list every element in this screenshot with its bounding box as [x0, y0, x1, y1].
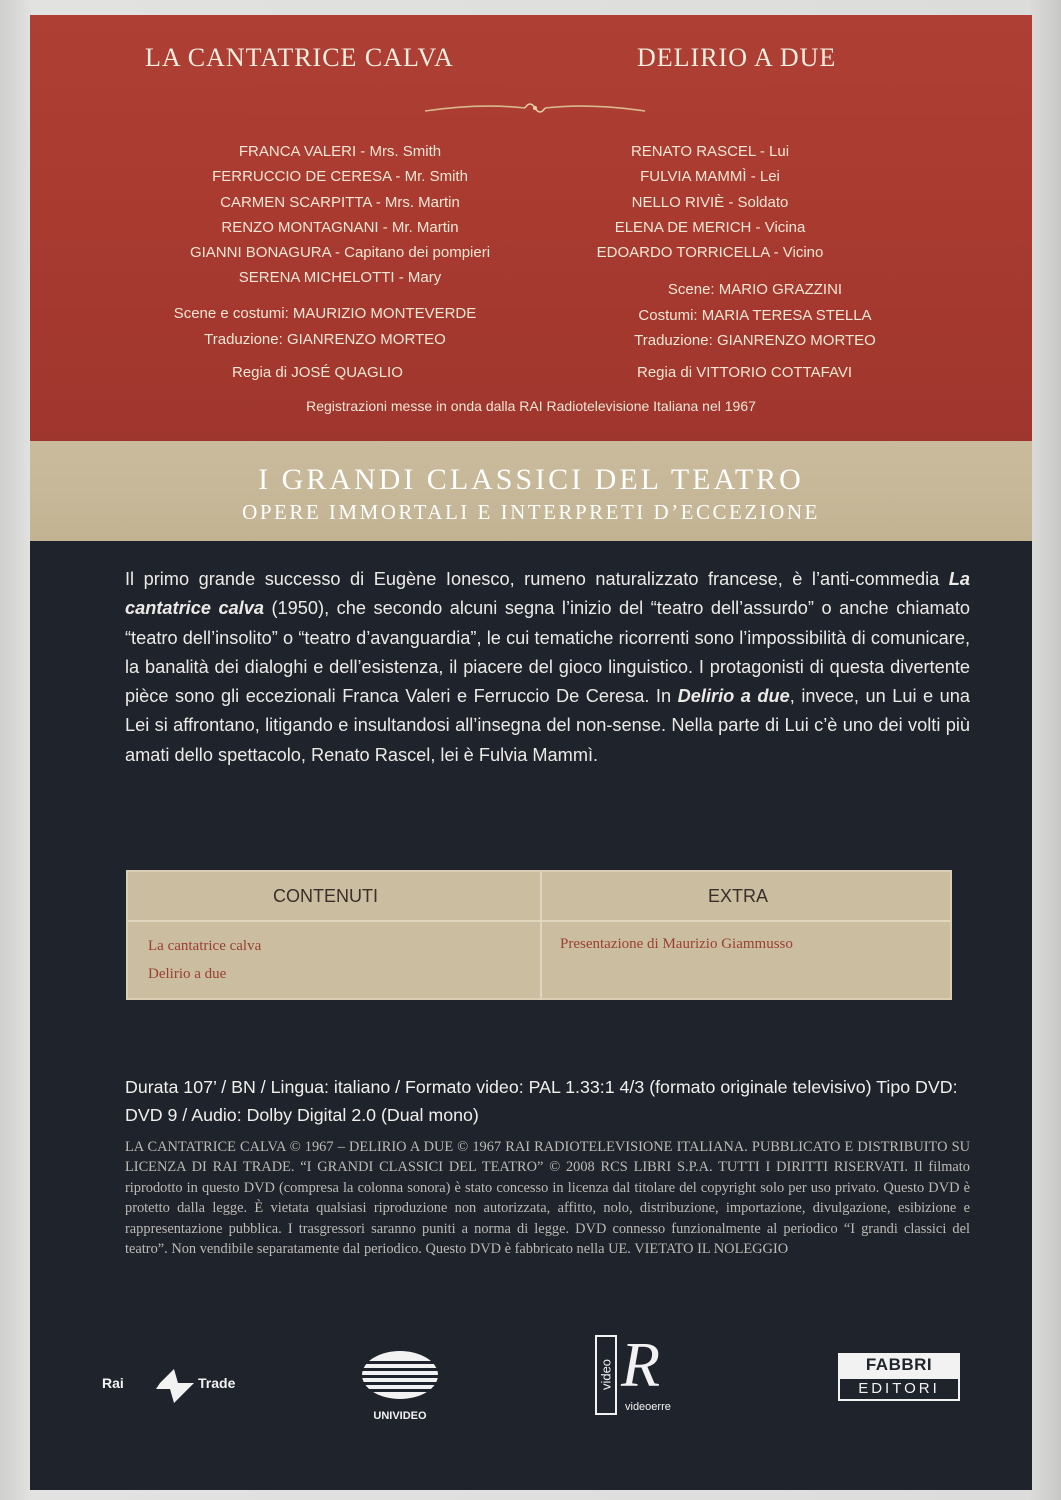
left-director: Regia di JOSÉ QUAGLIO — [232, 364, 403, 381]
univideo-logo — [355, 1349, 445, 1421]
cast-line: ELENA DE MERICH - Vicina — [614, 218, 806, 236]
series-subtitle: OPERE IMMORTALI E INTERPRETI D’ECCEZIONE — [242, 500, 820, 524]
credits-band — [30, 15, 1032, 441]
contents-table — [126, 870, 952, 1000]
univideo-text: UNIVIDEO — [373, 1410, 427, 1422]
cast-line: EDOARDO TORRICELLA - Vicino — [596, 244, 824, 262]
right-title: DELIRIO A DUE — [637, 43, 837, 72]
description-paragraph — [125, 565, 970, 770]
rai-trade-mark-icon — [102, 1353, 262, 1413]
description-text: (1950), che secondo alcuni segna l’inizio del “teatro dell’assurdo” o anche chiamato “teatro dell’insolito” o “teatro d’avanguardia”, le cui tematiche ricorrenti sono l’impossibilità di comunicare, la banalità dei dialoghi e dell’esistenza, il piacere del gioco linguistico. I protagonisti di questa divertente pièce sono gli eccezionali Franca Valeri e Ferruccio De Ceresa. In — [125, 598, 970, 707]
series-band — [30, 441, 1032, 541]
univideo-globe-icon — [355, 1349, 445, 1401]
legal-notice: LA CANTATRICE CALVA © 1967 – DELIRIO A DUE © 1967 RAI RADIOTELEVISIONE ITALIANA. PUBBLICATO E DISTRIBUITO SU LICENZA DI RAI TRADE. “I GRANDI CLASSICI DEL TEATRO” © 2008 RCS LIBRI S.P.A. TUTTI I DIRITTI RISERVATI. Il filmato riprodotto in questo DVD (compresa la colonna sonora) è stato concesso in licenza dal titolare del copyright solo per uso privato. Questo DVD è protetto dalla legge. È vietata qualsiasi riproduzione non autorizzata, affitto, nolo, distribuzione, importazione, divulgazione, esibizione e rappresentazione pubblica. I trasgressori saranno puniti a norma di legge. DVD connesso funzionalmente al periodico “I grandi classici del teatro”. Non vendibile separatamente dal periodico. Questo DVD è fabbricato nella UE. VIETATO IL NOLEGGIO — [125, 1139, 970, 1258]
extra-header: EXTRA — [708, 886, 769, 906]
technical-specs: Durata 107’ / BN / Lingua: italiano / Formato video: PAL 1.33:1 4/3 (formato originale televisivo) Tipo DVD: DVD 9 / Audio: Dolby Digital 2.0 (Dual mono) — [125, 1077, 958, 1125]
videoerre-logo — [595, 1329, 695, 1421]
cast-line: CARMEN SCARPITTA - Mrs. Martin — [220, 193, 460, 211]
cast-line: RENATO RASCEL - Lui — [630, 143, 790, 160]
cast-line: FERRUCCIO DE CERESA - Mr. Smith — [212, 168, 468, 186]
cast-line: NELLO RIVIÈ - Soldato — [631, 193, 789, 211]
left-crew-list — [125, 301, 525, 352]
table-divider — [540, 872, 542, 998]
rai-text: Rai — [102, 1375, 124, 1391]
contents-item: Delirio a due — [148, 966, 227, 982]
fabbri-editori-logo — [838, 1353, 960, 1405]
videoerre-vertical-text: video — [598, 1358, 614, 1391]
trade-text: Trade — [198, 1375, 236, 1391]
right-crew-list — [590, 277, 920, 354]
crew-line: Scene: MARIO GRAZZINI — [667, 281, 843, 298]
series-title: I GRANDI CLASSICI DEL TEATRO — [258, 463, 804, 496]
description-italic-title: Delirio a due — [677, 686, 790, 707]
description-text: , invece, un Lui e una Lei si affrontano, litigando e insultandosi all’insegna del non-sense. Nella parte di Lui c’è uno dei volti più amati dello spettacolo, Renato Rascel, lei è Fulvia Mammì. — [125, 686, 971, 765]
right-director: Regia di VITTORIO COTTAFAVI — [637, 364, 853, 381]
extra-item: Presentazione di Maurizio Giammusso — [560, 936, 793, 952]
videoerre-name: videoerre — [625, 1401, 671, 1413]
cast-line: FULVIA MAMMÌ - Lei — [640, 168, 780, 186]
contents-header: CONTENUTI — [273, 886, 378, 906]
logo-row — [30, 1329, 1032, 1425]
cast-line: FRANCA VALERI - Mrs. Smith — [238, 143, 442, 160]
ornament-divider-icon — [420, 93, 650, 123]
description-italic-title: La cantatrice calva — [125, 569, 970, 619]
table-header — [128, 872, 950, 922]
crew-line: Traduzione: GIANRENZO MORTEO — [634, 332, 876, 349]
rai-trade-logo — [102, 1353, 262, 1413]
broadcast-note: Registrazioni messe in onda dalla RAI Radiotelevisione Italiana nel 1967 — [306, 398, 756, 414]
cast-line: RENZO MONTAGNANI - Mr. Martin — [221, 218, 459, 236]
crew-line: Scene e costumi: MAURIZIO MONTEVERDE — [173, 305, 477, 322]
right-cast-list — [530, 139, 890, 265]
crew-line: Costumi: MARIA TERESA STELLA — [638, 306, 872, 324]
videoerre-letter: R — [621, 1329, 661, 1400]
cast-line: SERENA MICHELOTTI - Mary — [238, 269, 442, 287]
contents-item: La cantatrice calva — [148, 938, 262, 954]
dvd-back-cover — [30, 15, 1032, 1490]
description-text: Il primo grande successo di Eugène Ionesco, rumeno naturalizzato francese, è l’anti-commedia — [125, 569, 949, 589]
editori-text: EDITORI — [838, 1377, 960, 1401]
fabbri-text: FABBRI — [838, 1353, 960, 1377]
left-cast-list — [130, 139, 550, 291]
crew-line: Traduzione: GIANRENZO MORTEO — [204, 330, 446, 348]
cast-line: GIANNI BONAGURA - Capitano dei pompieri — [189, 244, 491, 262]
left-title: LA CANTATRICE CALVA — [145, 43, 454, 72]
